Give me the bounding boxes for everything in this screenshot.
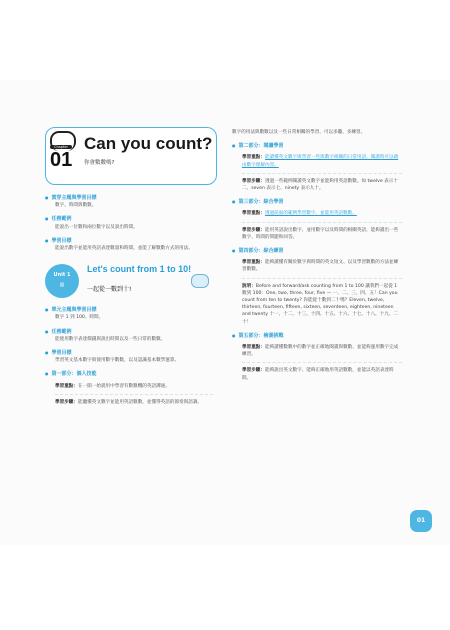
paragraph: [232, 210, 402, 217]
left-section-goal: [45, 194, 213, 209]
para-text: Before and forward/ask counting from 1 to 100 讓我們一起從 1 數到 100：One, two, three, four, five — 一、二、三、四、五！Can you count from ten to twenty? 你能從十數到二十嗎？Eleven, twelve, thirteen, fourteen, fifteen, sixteen, seventeen, eighteen, nineteen and twenty 十一、十二、十三、十四、十五、十六、十七、十八、十九、二十！: [242, 283, 399, 325]
section-heading: ● 學習目標: [45, 237, 213, 245]
left-section-task: [45, 215, 213, 230]
para-text: 能夠說出英文數字、能夠正確地用英語數數，並能以英語表達時間。: [242, 368, 394, 381]
part-5: [232, 332, 402, 382]
unit-section-goal: [45, 306, 213, 321]
chapter-title: Can you count?: [84, 134, 213, 153]
para-text: 能讀懂英文數字與學習一些與數字相關的日常用語、閱讀時可以藉由數字理解內容。: [242, 155, 399, 168]
section-text: 能說出數字並能用英語表達數量和時間、並能了解數數方式的用法。: [55, 246, 193, 252]
paragraph: [232, 344, 402, 358]
para-label: 學習步驟：: [242, 227, 265, 233]
section-text: 學習英文基本數字與使用數字數數，以及認識基本數學運算。: [55, 358, 180, 364]
paragraph: [232, 283, 402, 326]
para-label: 學習步驟：: [55, 399, 78, 405]
unit-badge: [45, 264, 79, 298]
chapter-label: Chapter: [50, 145, 72, 149]
part-1: [45, 370, 213, 406]
section-text: 能使用數字表達價錢與說出時間以及一些日常的數數。: [55, 336, 166, 342]
left-section-objective: [45, 237, 213, 252]
section-heading: ● 第一部分：個人技能: [45, 370, 213, 378]
para-text: 透過一些範例閱讀英文數字並能夠用英語數數。如 twelve 表示十二、seven 表示七、ninety 表示九十。: [242, 178, 398, 192]
para-label: 學習重點：: [242, 260, 265, 266]
para-text: 透過前面的範例學習數字、並能用英語數數。: [264, 211, 357, 217]
section-heading: ● 第三部分：綜合學習: [232, 198, 402, 206]
para-text: 能用英語說出數字、並用數字以及時間的相關英語、能夠讀出一些數字、時間的問題和回答。: [242, 227, 399, 240]
para-label: 學習重點：: [242, 211, 265, 217]
cloud-icon: [191, 274, 209, 288]
para-text: 在一開一始就用中學習有數數機的英語溝通。: [77, 383, 170, 389]
paragraph: [232, 227, 402, 241]
section-text: 數字、時間與數數。: [55, 203, 97, 209]
divider: [55, 394, 213, 395]
section-heading: ● 任務範例: [45, 215, 213, 223]
section-heading: ● 單元主題與學習目標: [45, 306, 213, 314]
left-column: [45, 188, 213, 406]
divider: [242, 278, 402, 279]
para-label: 學習重點：: [242, 155, 265, 161]
section-heading: ● 第四部分：綜合練習: [232, 247, 402, 255]
unit-badge-label: Unit 1: [53, 272, 71, 279]
para-text: 能聽懂英文數字並能用英語數數，並懂得英語的節奏與語調。: [77, 399, 203, 405]
section-text: 數字 1 到 100、時間。: [55, 315, 104, 321]
page-number: 01: [410, 510, 432, 532]
divider: [242, 222, 402, 223]
divider: [242, 362, 402, 363]
part-3: [232, 198, 402, 241]
paragraph: [45, 399, 213, 406]
chapter-header: [45, 127, 217, 185]
unit-header: [45, 264, 213, 300]
continued-text: 數字的用法與數數以及一些日常相關的學習、可以多聽、多練習。: [232, 130, 366, 135]
section-heading: ● 任務範例: [45, 328, 213, 336]
section-heading: ● 學習目標: [45, 349, 213, 357]
paragraph: [232, 178, 402, 192]
unit-section-task: [45, 328, 213, 343]
para-label: 學習重點：: [55, 383, 78, 389]
section-heading: ● 第五部分：檢測挑戰: [232, 332, 402, 340]
chapter-subtitle: 你會數數嗎?: [84, 160, 115, 166]
para-label: 學習重點：: [242, 345, 265, 351]
unit-subtitle: 一起從一數到十!: [87, 286, 132, 294]
right-column: [232, 125, 402, 382]
para-text: 能夠讀懂數數中的數字並正確地閱讀與數數、並能夠運用數字完成練習。: [242, 345, 399, 358]
para-label: 說明：: [242, 283, 256, 289]
section-text: 能說出一位數和兩位數字以及說出時間。: [55, 224, 138, 230]
chapter-number: 01: [50, 149, 73, 171]
part-4: [232, 247, 402, 326]
paragraph: [232, 367, 402, 381]
paragraph: [45, 383, 213, 390]
unit-section-objective: [45, 349, 213, 364]
unit-title: Let's count from 1 to 10!: [87, 264, 192, 275]
para-label: 學習步驟：: [242, 368, 265, 374]
part-2: [232, 142, 402, 192]
section-heading: ● 貫穿主題與學習目標: [45, 194, 213, 202]
paragraph: [232, 259, 402, 273]
paragraph: [232, 154, 402, 168]
para-label: 學習步驟：: [242, 178, 265, 184]
book-icon: ▥: [59, 282, 65, 289]
para-text: 能夠讀懂有關於數字與時間的英文短文、以及學習數數的方法並練習數數。: [242, 260, 399, 273]
divider: [242, 173, 402, 174]
section-heading: ● 第二部分：閱讀學習: [232, 142, 402, 150]
